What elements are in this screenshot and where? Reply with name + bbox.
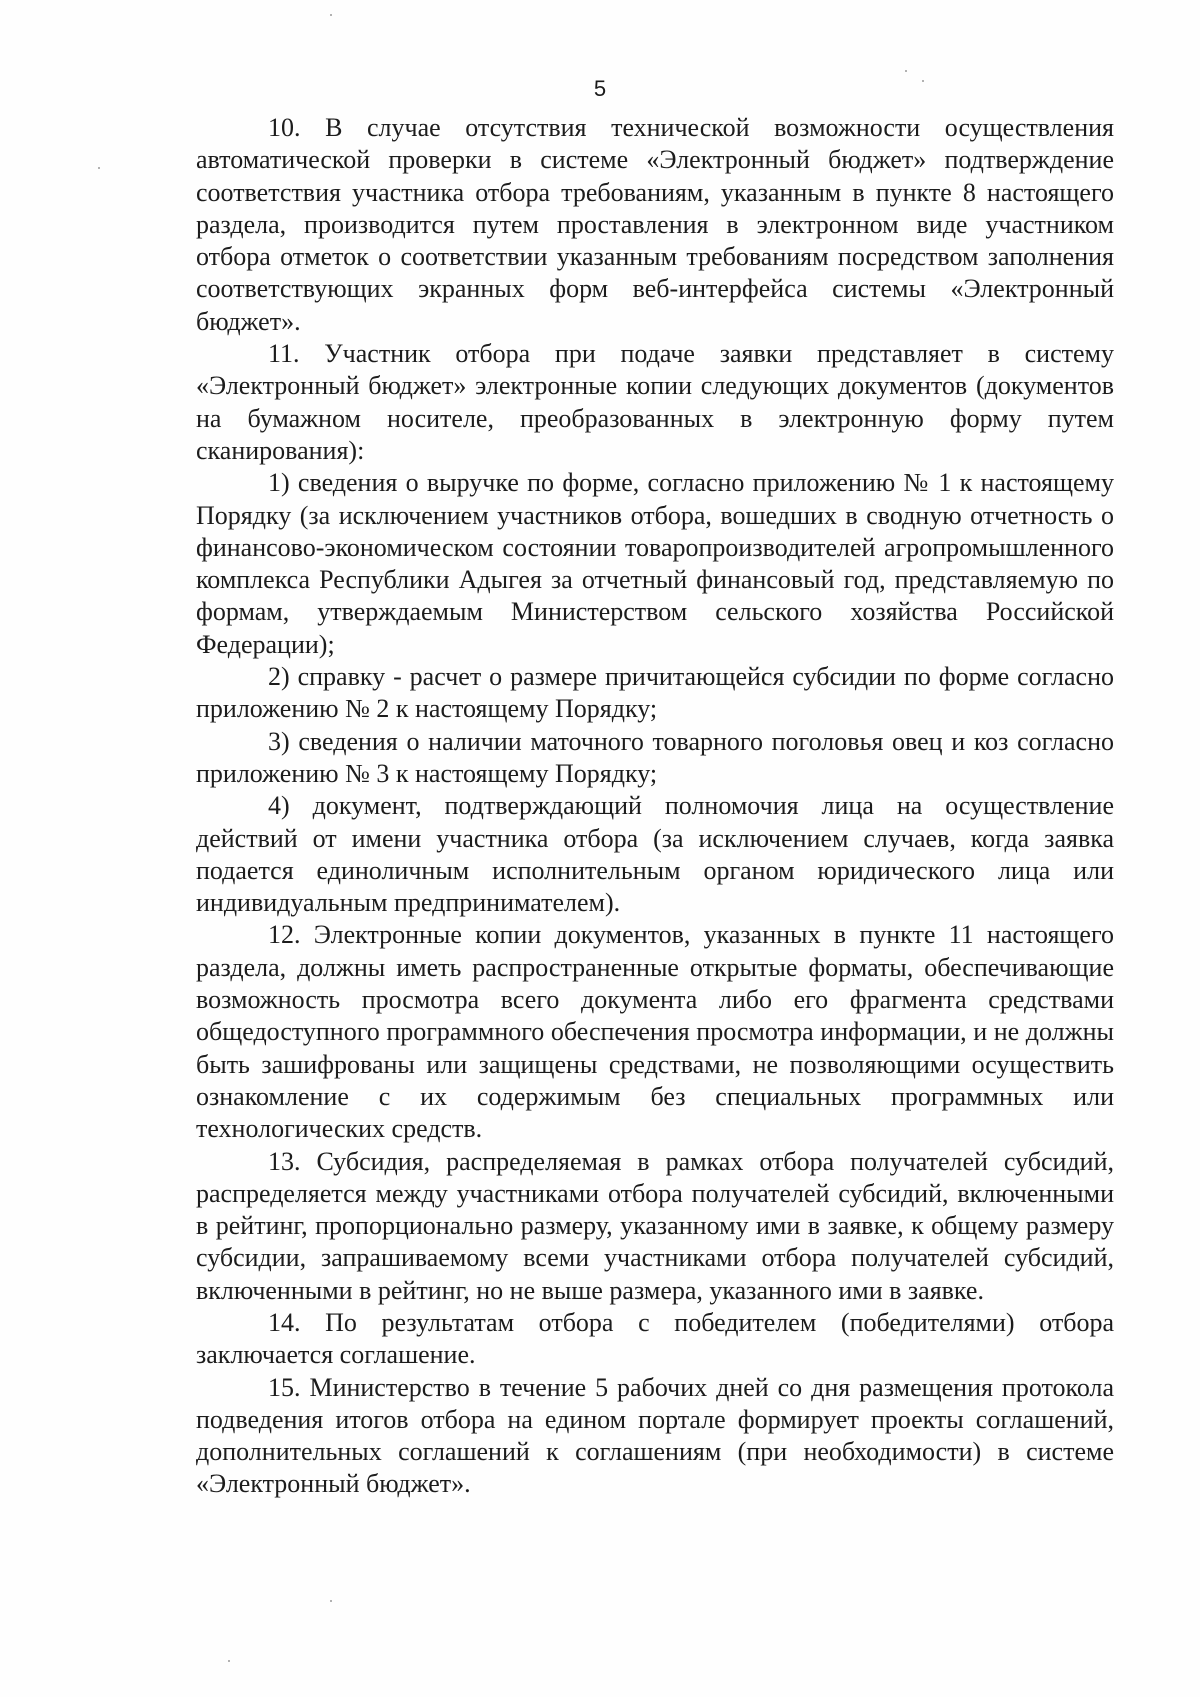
scan-speck <box>228 1660 230 1662</box>
paragraph-12: 12. Электронные копии документов, указанных в пункте 11 настоящего раздела, должны иметь распространенные открытые форматы, обеспечивающие возможность просмотра всего документа либо его фрагмента средствами общедоступного программного обеспечения просмотра информации, и не должны быть зашифрованы или защищены средствами, не позволяющими осуществить ознакомление с их содержимым без специальных программных или технологических средств. <box>196 920 1114 1144</box>
document-body <box>196 112 1114 1501</box>
paragraph-15: 15. Министерство в течение 5 рабочих дней со дня размещения протокола подведения итогов отбора на едином портале формирует проекты соглашений, дополнительных соглашений к соглашениям (при необходимости) в системе «Электронный бюджет». <box>196 1372 1114 1499</box>
list-item-2: 2) справку - расчет о размере причитающейся субсидии по форме согласно приложению № 2 к настоящему Порядку; <box>196 662 1114 724</box>
paragraph-14: 14. По результатам отбора с победителем (победителями) отбора заключается соглашение. <box>196 1307 1114 1370</box>
paragraph-13: 13. Субсидия, распределяемая в рамках отбора получателей субсидий, распределяется между участниками отбора получателей субсидий, включенными в рейтинг, пропорционально размеру, указанному ими в заявке, к общему размеру субсидии, запрашиваемому всеми участниками отбора получателей субсидий, включенными в рейтинг, но не выше размера, указанного ими в заявке. <box>196 1146 1114 1305</box>
list-item-3: 3) сведения о наличии маточного товарного поголовья овец и коз согласно приложению № 3 к настоящему Порядку; <box>196 726 1114 788</box>
scan-speck <box>922 80 924 82</box>
scan-speck <box>905 70 907 72</box>
scan-speck <box>330 1600 332 1602</box>
list-item-1: 1) сведения о выручке по форме, согласно приложению № 1 к настоящему Порядку (за исключением участников отбора, вошедших в сводную отчетность о финансово-экономическом состоянии товаропроизводителей агропромышленного комплекса Республики Адыгея за отчетный финансовый год, представляемую по формам, утверждаемым Министерством сельского хозяйства Российской Федерации); <box>196 468 1114 659</box>
list-item-4: 4) документ, подтверждающий полномочия лица на осуществление действий от имени участника отбора (за исключением случаев, когда заявка подается единоличным исполнительным органом юридического лица или индивидуальным предпринимателем). <box>196 791 1114 918</box>
page-number: 5 <box>593 76 607 101</box>
paragraph-10: 10. В случае отсутствия технической возможности осуществления автоматической проверки в системе «Электронный бюджет» подтверждение соответствия участника отбора требованиям, указанным в пункте 8 настоящего раздела, производится путем проставления в электронном виде участником отбора отметок о соответствии указанным требованиям посредством заполнения соответствующих экранных форм веб-интерфейса системы «Электронный бюджет». <box>196 113 1114 336</box>
scan-speck <box>330 14 332 16</box>
paragraph-11: 11. Участник отбора при подаче заявки представляет в систему «Электронный бюджет» электронные копии следующих документов (документов на бумажном носителе, преобразованных в электронную форму путем сканирования): <box>196 339 1114 465</box>
scan-speck <box>98 167 100 169</box>
